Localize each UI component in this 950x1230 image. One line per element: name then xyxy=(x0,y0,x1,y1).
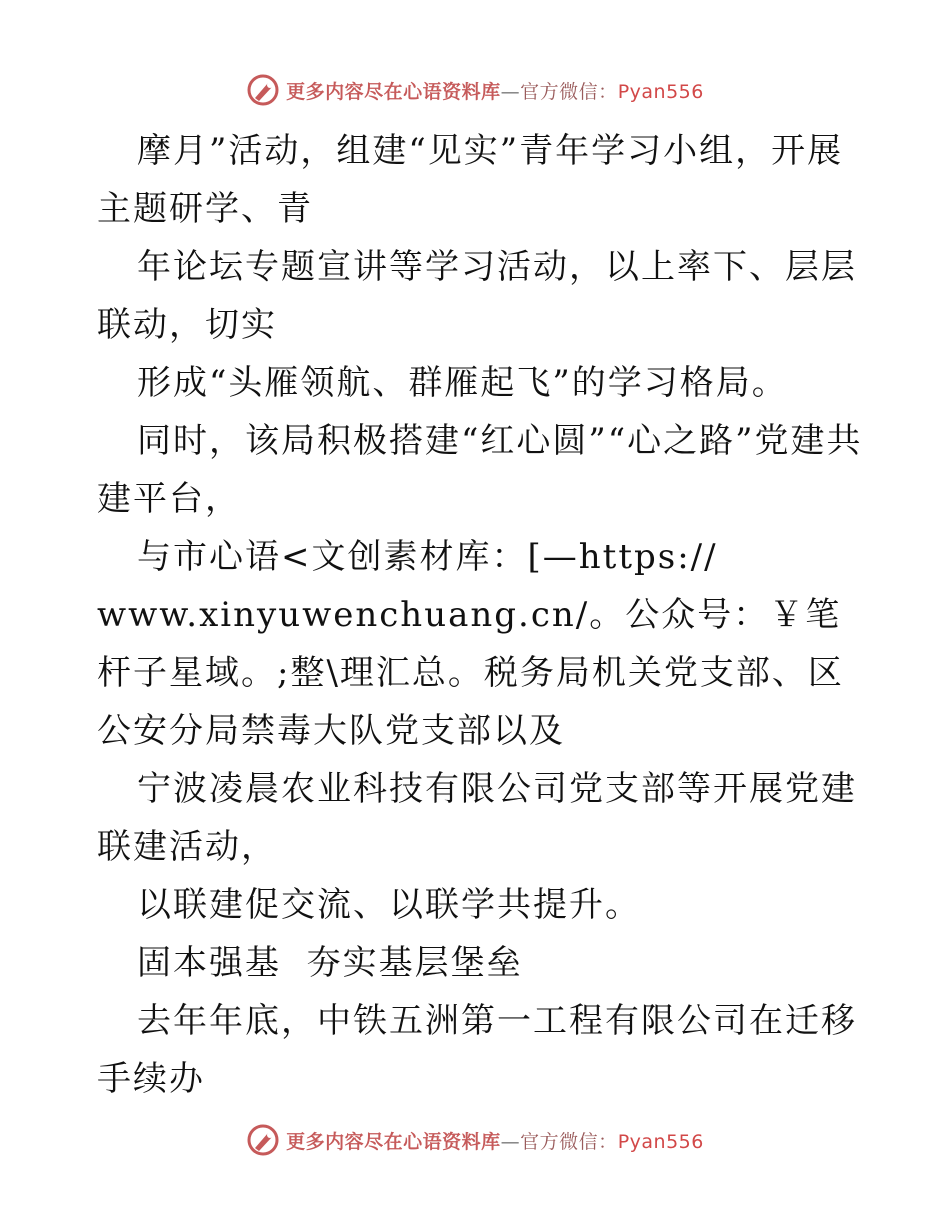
watermark-text: 更多内容尽在心语资料库—官方微信：Pyan556 xyxy=(286,80,704,103)
header-watermark xyxy=(0,70,950,110)
paragraph: 年论坛专题宣讲等学习活动，以上率下、层层联动，切实 xyxy=(97,247,857,345)
section-heading: 固本强基 夯实基层堡垒 xyxy=(137,943,523,983)
paragraph: 去年年底，中铁五洲第一工程有限公司在迁移手续办 xyxy=(97,1001,857,1099)
footer-watermark xyxy=(0,1120,950,1160)
watermark-text: 更多内容尽在心语资料库—官方微信：Pyan556 xyxy=(286,1130,704,1153)
paragraph: 摩月”活动，组建“见实”青年学习小组，开展主题研学、青 xyxy=(97,131,844,229)
pen-circle-logo-icon xyxy=(246,73,280,107)
paragraph: 同时，该局积极搭建“红心圆”“心之路”党建共建平台， xyxy=(97,421,863,519)
document-body xyxy=(97,122,867,1108)
paragraph: 宁波凌晨农业科技有限公司党支部等开展党建联建活动， xyxy=(97,769,857,867)
pen-circle-logo-icon xyxy=(246,1123,280,1157)
paragraph: 与市心语<文创素材库：[—https:// www.xinyuwenchuang.cn/。公众号：￥笔杆子星域。;整\理汇总。税务局机关党支部、区公安分局禁毒大队党支部以及 xyxy=(97,537,844,751)
paragraph: 形成“头雁领航、群雁起飞”的学习格局。 xyxy=(137,363,788,403)
paragraph: 以联建促交流、以联学共提升。 xyxy=(137,885,641,925)
